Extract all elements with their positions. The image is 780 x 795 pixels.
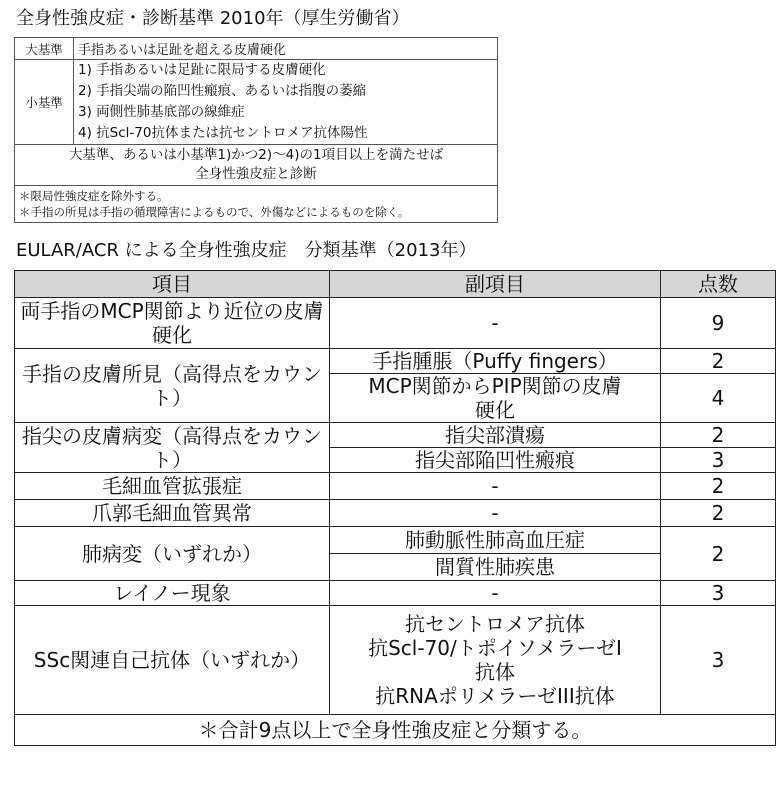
subitem-cell <box>330 554 661 581</box>
item-cell: SSc関連自己抗体（いずれか） <box>15 606 330 715</box>
header-item: 項目 <box>15 271 330 298</box>
major-criteria-text: 手指あるいは足趾を超える皮膚硬化 <box>74 38 498 60</box>
subitem-text: 抗体 <box>475 660 515 684</box>
minor-criteria-list <box>74 60 498 145</box>
subitem-cell <box>330 448 661 473</box>
subitem-text: - <box>491 581 499 605</box>
item-cell: 両手指のMCP関節より近位の皮膚硬化 <box>15 298 330 349</box>
score-cell: 2 <box>661 423 776 448</box>
subitem-text: 間質性肺疾患 <box>435 555 555 579</box>
score-cell: 9 <box>661 298 776 349</box>
minor-criterion: 4) 抗Scl-70抗体または抗セントロメア抗体陽性 <box>78 125 368 141</box>
item-cell: 爪郭毛細血管異常 <box>15 500 330 527</box>
subitem-cell <box>330 374 661 423</box>
score-cell: 2 <box>661 349 776 374</box>
subitem-cell <box>330 423 661 448</box>
subitem-text: 肺動脈性肺高血圧症 <box>405 528 585 552</box>
notes-cell <box>15 186 498 223</box>
score-cell: 3 <box>661 581 776 606</box>
major-criteria-label: 大基準 <box>15 38 74 60</box>
subitem-text: 指尖部潰瘍 <box>445 423 545 447</box>
conclusion-line: 大基準、あるいは小基準1)かつ2)～4)の1項目以上を満たせば <box>68 147 444 163</box>
diagnosis-conclusion <box>15 145 498 186</box>
conclusion-line: 全身性強皮症と診断 <box>195 166 317 182</box>
item-cell: 手指の皮膚所見（高得点をカウント） <box>15 349 330 423</box>
subitem-cell <box>330 349 661 374</box>
score-cell: 3 <box>661 448 776 473</box>
minor-criterion: 1) 手指あるいは足趾に限局する皮膚硬化 <box>78 62 326 78</box>
diagnostic-criteria-2010-table <box>14 37 498 223</box>
table-footer-note: ＊合計9点以上で全身性強皮症と分類する。 <box>15 715 776 746</box>
title-2010: 全身性強皮症・診断基準 2010年（厚生労働省） <box>16 8 410 29</box>
classification-criteria-2013-table <box>14 270 776 746</box>
subitem-text: MCP関節からPIP関節の皮膚 <box>368 374 622 398</box>
subitem-text: 抗セントロメア抗体 <box>405 612 585 636</box>
subitem-text: - <box>491 501 499 525</box>
item-cell: 指尖の皮膚病変（高得点をカウント） <box>15 423 330 473</box>
subitem-text: 手指腫脹（Puffy fingers） <box>372 349 618 373</box>
score-cell: 3 <box>661 606 776 715</box>
subitem-cell <box>330 527 661 554</box>
score-cell: 2 <box>661 527 776 581</box>
subitem-cell <box>330 500 661 527</box>
note-line: ＊手指の所見は手指の循環障害によるもので、外傷などによるものを除く。 <box>19 205 410 219</box>
minor-criterion: 3) 両側性肺基底部の線維症 <box>78 104 245 120</box>
minor-criterion: 2) 手指尖端の陥凹性瘢痕、あるいは指腹の萎縮 <box>78 83 367 99</box>
subitem-text: 硬化 <box>475 398 515 422</box>
score-cell: 2 <box>661 500 776 527</box>
minor-criteria-label: 小基準 <box>15 60 74 145</box>
subitem-text: 抗Scl-70/トポイソメラーゼI <box>368 636 622 660</box>
item-cell: レイノー現象 <box>15 581 330 606</box>
score-cell: 4 <box>661 374 776 423</box>
subitem-text: 指尖部陥凹性瘢痕 <box>415 448 575 472</box>
item-cell: 毛細血管拡張症 <box>15 473 330 500</box>
header-score: 点数 <box>661 271 776 298</box>
subitem-text: - <box>491 474 499 498</box>
subitem-cell <box>330 473 661 500</box>
subitem-text: 抗RNAポリメラーゼIII抗体 <box>375 684 615 708</box>
header-subitem: 副項目 <box>330 271 661 298</box>
note-line: ＊限局性強皮症を除外する。 <box>19 189 169 203</box>
subitem-cell <box>330 606 661 715</box>
score-cell: 2 <box>661 473 776 500</box>
subitem-cell <box>330 581 661 606</box>
item-cell: 肺病変（いずれか） <box>15 527 330 581</box>
subitem-text: - <box>491 311 499 335</box>
title-2013: EULAR/ACR による全身性強皮症 分類基準（2013年） <box>16 240 477 261</box>
subitem-cell <box>330 298 661 349</box>
